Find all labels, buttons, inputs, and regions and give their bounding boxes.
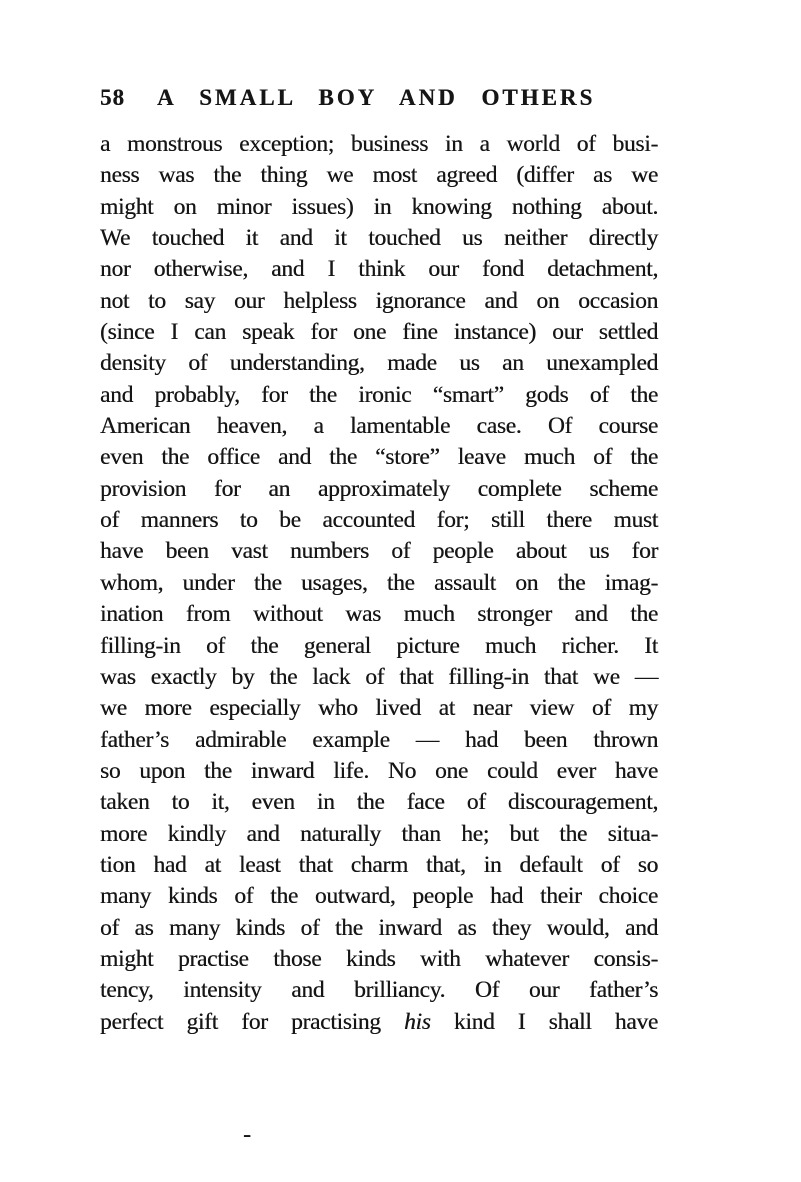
text-line: ness was the thing we most agreed (differ as we <box>100 162 658 189</box>
text-line: American heaven, a lamentable case. Of course <box>100 413 658 440</box>
text-line: and probably, for the ironic “smart” gods of the <box>100 381 658 408</box>
text-segment: kind I shall have <box>430 1008 659 1035</box>
text-line: We touched it and it touched us neither directly <box>100 225 658 252</box>
text-line: (since I can speak for one fine instance) our settled <box>100 319 658 346</box>
text-line: density of understanding, made us an unexampled <box>100 350 658 377</box>
text-line: might practise those kinds with whatever consis- <box>100 945 658 972</box>
text-line-with-italic <box>100 1007 658 1038</box>
running-title: A SMALL BOY AND OTHERS <box>157 85 596 110</box>
text-line: might on minor issues) in knowing nothing about. <box>100 193 658 220</box>
text-segment: perfect gift for practising <box>100 1008 405 1035</box>
text-line: of manners to be accounted for; still there must <box>100 507 658 534</box>
text-line: of as many kinds of the inward as they would, and <box>100 914 658 941</box>
running-header <box>100 86 660 112</box>
text-line: more kindly and naturally than he; but the situa- <box>100 820 658 847</box>
text-line: tency, intensity and brilliancy. Of our father’s <box>100 977 658 1004</box>
text-line: have been vast numbers of people about us for <box>100 538 658 565</box>
text-line: so upon the inward life. No one could ever have <box>100 757 658 784</box>
text-line: tion had at least that charm that, in default of so <box>100 851 658 878</box>
text-line: taken to it, even in the face of discouragement, <box>100 789 658 816</box>
text-line: father’s admirable example — had been thrown <box>100 726 658 753</box>
text-line: many kinds of the outward, people had their choice <box>100 883 658 910</box>
text-line: ination from without was much stronger and the <box>100 601 658 628</box>
text-line: was exactly by the lack of that filling-in that we — <box>100 663 658 690</box>
text-line: whom, under the usages, the assault on the imag- <box>100 569 658 596</box>
page-number: 58 <box>100 85 125 110</box>
italic-word: his <box>404 1008 431 1035</box>
text-line: nor otherwise, and I think our fond detachment, <box>100 256 658 283</box>
text-line: provision for an approximately complete scheme <box>100 475 658 502</box>
text-line: not to say our helpless ignorance and on occasion <box>100 287 658 314</box>
text-line: filling-in of the general picture much richer. It <box>100 632 658 659</box>
text-line: even the office and the “store” leave much of the <box>100 444 658 471</box>
ink-speck-mark: - <box>243 1122 251 1148</box>
text-line: we more especially who lived at near view of my <box>100 695 658 722</box>
text-line: a monstrous exception; business in a world of busi- <box>100 131 658 157</box>
body-text <box>100 129 658 1038</box>
